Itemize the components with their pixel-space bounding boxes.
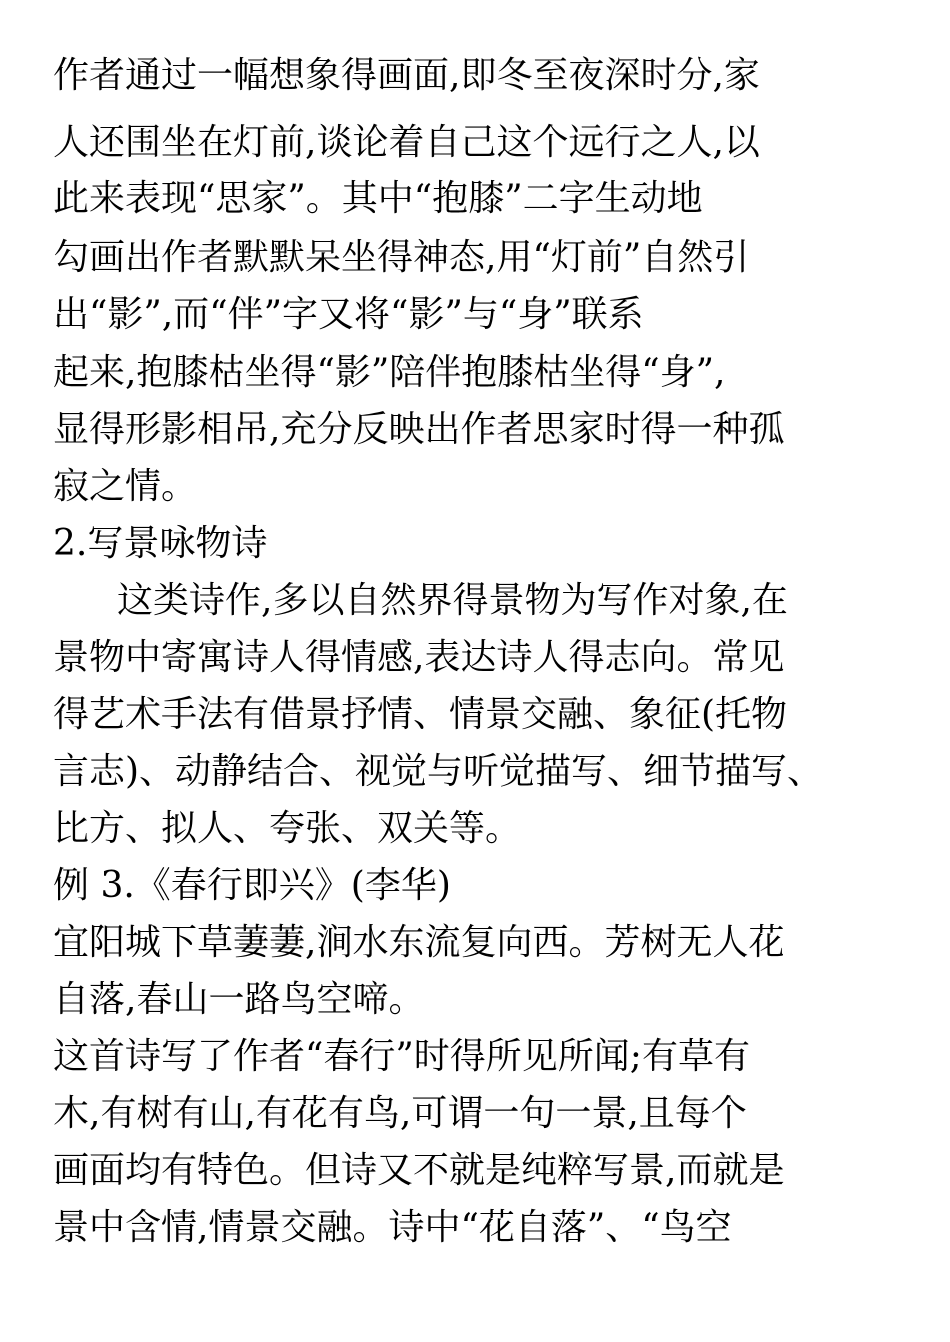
text-line-2: 人还围坐在灯前,谈论着自己这个远行之人,以: [53, 122, 760, 163]
text-line-18: 这首诗写了作者“春行”时得所见所闻;有草有: [53, 1036, 750, 1077]
text-line-10: 这类诗作,多以自然界得景物为写作对象,在: [117, 580, 788, 621]
example-heading: 例 3.《春行即兴》(李华): [53, 865, 451, 906]
text-line-11: 景物中寄寓诗人得情感,表达诗人得志向。常见: [53, 637, 785, 678]
text-line-20: 画面均有特色。但诗又不就是纯粹写景,而就是: [53, 1150, 785, 1191]
text-line-19: 木,有树有山,有花有鸟,可谓一句一景,且每个: [53, 1093, 747, 1134]
text-line-21: 景中含情,情景交融。诗中“花自落”、“鸟空: [53, 1207, 732, 1248]
text-line-12: 得艺术手法有借景抒情、情景交融、象征(托物: [53, 694, 788, 735]
text-line-3: 此来表现“思家”。其中“抱膝”二字生动地: [53, 178, 703, 219]
poem-line-1: 宜阳城下草萋萋,涧水东流复向西。芳树无人花: [53, 922, 785, 963]
text-line-8: 寂之情。: [53, 466, 198, 507]
text-line-1: 作者通过一幅想象得画面,即冬至夜深时分,家: [53, 55, 760, 96]
text-line-13: 言志)、动静结合、视觉与听觉描写、细节描写、: [53, 751, 824, 792]
text-line-7: 显得形影相吊,充分反映出作者思家时得一种孤: [53, 409, 785, 450]
text-line-14: 比方、拟人、夸张、双关等。: [53, 808, 522, 849]
poem-line-2: 自落,春山一路鸟空啼。: [53, 979, 425, 1020]
text-line-6: 起来,抱膝枯坐得“影”陪伴抱膝枯坐得“身”,: [53, 352, 726, 393]
text-line-5: 出“影”,而“伴”字又将“影”与“身”联系: [53, 294, 644, 335]
section-heading: 2.写景咏物诗: [53, 523, 268, 564]
text-line-4: 勾画出作者默默呆坐得神态,用“灯前”自然引: [53, 237, 750, 278]
